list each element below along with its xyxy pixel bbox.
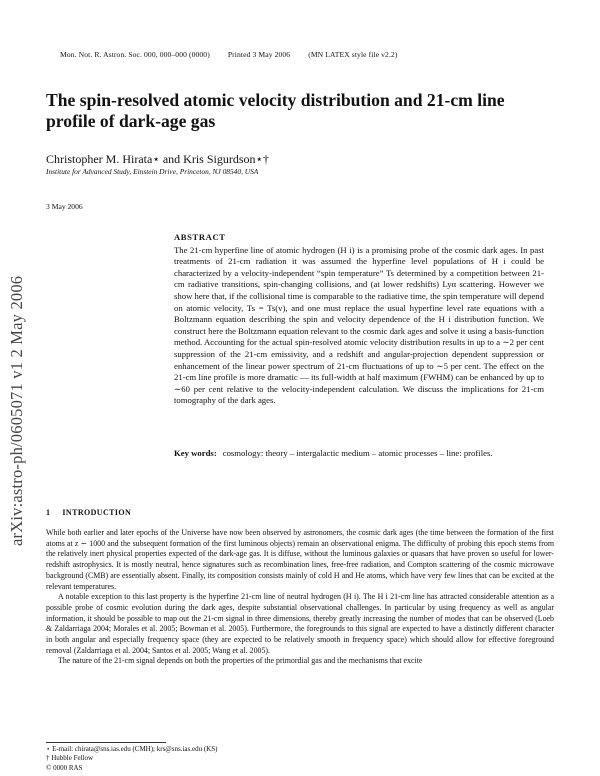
section-title: INTRODUCTION [62,508,132,517]
running-header [60,50,530,59]
introduction-body [46,528,554,667]
keywords-text: cosmology: theory – intergalactic medium – atomic processes – line: profiles. [222,448,493,458]
affiliation: Institute for Advanced Study, Einstein Drive, Princeton, NJ 08540, USA [46,167,259,176]
copyright-notice: © 0000 RAS [46,764,83,772]
arxiv-stamp: arXiv:astro-ph/0605071 v1 2 May 2006 [7,275,26,546]
abstract-text: The 21-cm hyperfine line of atomic hydrogen (H i) is a promising probe of the cosmic dark ages. In past treatments of 21-cm radiation it was assumed the hyperfine level populations of H i could be characterized by a velocity-independent “spin temperature” Ts determined by a competition between 21-cm radiative transitions, spin-changing collisions, and (at lower redshifts) Lyα scattering. However we show here that, if the collisional time is comparable to the radiative time, the spin temperature will depend on atomic velocity, Ts = Ts(v), and one must replace the usual hyperfine level rate equations with a Boltzmann equation describing the spin and velocity dependence of the H i distribution function. We construct here the Boltzmann equation relevant to the cosmic dark ages and solve it using a basis-function method. Accounting for the actual spin-resolved atomic velocity distribution results in up to a ∼2 per cent suppression of the 21-cm emissivity, and a redshift and angular-projection dependent suppression or enhancement of the linear power spectrum of 21-cm fluctuations of up to ∼5 per cent. The effect on the 21-cm line profile is more dramatic — its full-width at half maximum (FWHM) can be enhanced by up to ∼60 per cent relative to the velocity-independent calculation. We discuss the implications for 21-cm tomography of the dark ages. [174,244,544,406]
keywords-block [174,448,544,460]
style-file-note: (MN LATEX style file v2.2) [308,50,398,59]
footnote-email: ⋆ E-mail: chirata@sns.ias.edu (CMH); krs@sns.ias.edu (KS) [46,745,218,753]
journal-citation: Mon. Not. R. Astron. Soc. 000, 000–000 (0000) [60,50,210,59]
abstract-block [174,232,544,407]
section-number: 1 [46,508,51,517]
footnote-fellow: † Hubble Fellow [46,754,94,762]
paragraph: The nature of the 21-cm signal depends on both the properties of the primordial gas and the mechanisms that excite [58,656,423,666]
paragraph: While both earlier and later epochs of the Universe have now been observed by astronomers, the cosmic dark ages (the time between the formation of the first atoms at z ∼ 1000 and the subsequent formation of the first luminous objects) remain an observational enigma. The difficulty of probing this epoch stems from the relatively inert physical properties expected of the dark-age gas. It is diffuse, without the luminous galaxies or quasars that have proven so useful for lower-redshift astrophysics. It is mostly neutral, hence signatures such as recombination lines, free-free radiation, and Compton scattering of the cosmic microwave background (CMB) are essentially absent. Finally, its composition consists mainly of cold H and He atoms, which have very few lines that can be excited at the relevant temperatures. [46,528,554,591]
submission-date: 3 May 2006 [46,202,83,211]
printed-date: Printed 3 May 2006 [227,50,291,59]
footnotes [46,745,217,763]
footnote-rule [46,742,166,743]
paragraph: A notable exception to this last property is the hyperfine 21-cm line of neutral hydrogen (H i). The H i 21-cm line has attracted considerable attention as a possible probe of cosmic evolution during the dark ages, despite substantial observational challenges. In particular by using frequency as well as angular information, it should be possible to map out the 21-cm signal in three dimensions, thereby greatly increasing the number of modes that can be observed (Loeb & Zaldarriaga 2004; Morales et al. 2005; Bowman et al. 2005). Furthermore, the foregrounds to this signal are expected to have a distinctly different character in both angular and especially frequency space (they are expected to be relatively smooth in frequency space) which should allow for effective foreground removal (Zaldarriaga et al. 2004; Santos et al. 2005; Wang et al. 2005). [46,592,554,655]
author-list: Christopher M. Hirata⋆ and Kris Sigurdson⋆† [46,152,270,166]
section-heading [46,508,131,517]
paper-title: The spin-resolved atomic velocity distribution and 21-cm line profile of dark-age gas [46,90,505,131]
keywords-label: Key words: [174,448,217,458]
abstract-heading: ABSTRACT [174,232,226,242]
